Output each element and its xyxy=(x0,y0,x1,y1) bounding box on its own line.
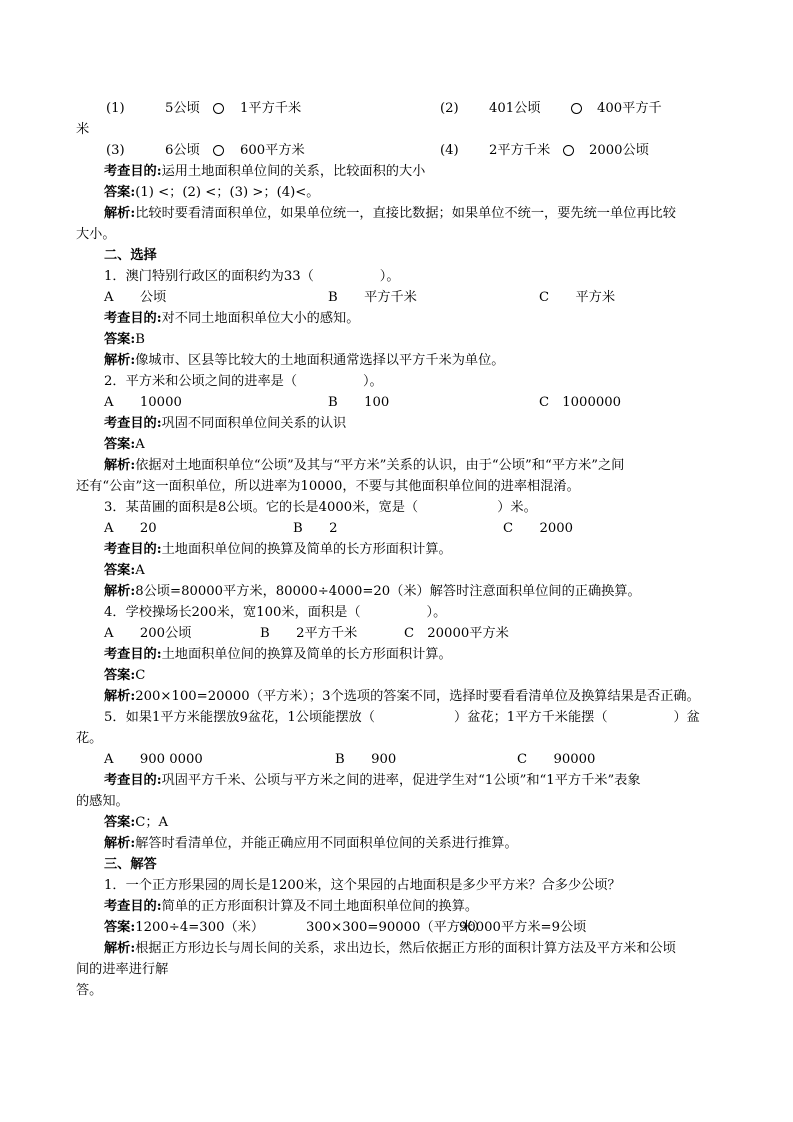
solve-q1-stem: 1．一个正方形果园的周长是1200米，这个果园的占地面积是多少平方米？合多少公顷？ xyxy=(104,878,621,893)
solve-q1-analysis-cont: 间的进率进行解 xyxy=(76,962,169,977)
choice-q2-option-c: C 1000000 xyxy=(539,395,622,410)
compare-item-4-blank-circle xyxy=(563,144,574,160)
choice-q1-stem: 1．澳门特别行政区的面积约为33（ ）。 xyxy=(104,269,400,284)
choice-q4-answer: 答案:C xyxy=(104,668,146,683)
solve-q1-purpose: 考查目的:简单的正方形面积计算及不同土地面积单位间的换算。 xyxy=(104,899,479,914)
choice-q1-option-c: C 平方米 xyxy=(539,290,616,305)
solve-q1-analysis-end: 答。 xyxy=(76,983,103,998)
compare-item-3-left: 6公顷 xyxy=(165,143,200,158)
choice-q1-answer: 答案:B xyxy=(104,332,145,347)
choice-q2-option-a: A 10000 xyxy=(104,395,182,410)
choice-q3-purpose: 考查目的:土地面积单位间的换算及简单的长方形面积计算。 xyxy=(104,542,452,557)
choice-q2-analysis: 解析:依据对土地面积单位“公顷”及其与“平方米”关系的认识，由于“公顷”和“平方米”之间 xyxy=(104,458,625,473)
choice-q4-stem: 4．学校操场长200米，宽100米，面积是（ ）。 xyxy=(104,605,447,620)
compare-item-2-left: 401公顷 xyxy=(489,101,541,116)
choice-q1-purpose: 考查目的:对不同土地面积单位大小的感知。 xyxy=(104,311,360,326)
choice-q5-option-b: B 900 xyxy=(335,752,397,767)
compare-purpose: 考查目的:运用土地面积单位间的关系，比较面积的大小 xyxy=(104,164,426,179)
choice-q3-option-a: A 20 xyxy=(104,521,157,536)
compare-item-2-wrap: 米 xyxy=(76,122,90,137)
choice-q4-analysis: 解析:200×100=20000（平方米）；3个选项的答案不同，选择时要看看清单位及换算结果是否正确。 xyxy=(104,689,700,704)
choice-q3-option-b: B 2 xyxy=(293,521,338,536)
choice-q2-answer: 答案:A xyxy=(104,437,145,452)
choice-q5-option-c: C 90000 xyxy=(517,752,596,767)
choice-q3-answer: 答案:A xyxy=(104,563,145,578)
choice-q5-option-a: A 900 0000 xyxy=(104,752,203,767)
compare-item-3-index: (3) xyxy=(106,143,125,158)
choice-q3-analysis: 解析:8公顷=80000平方米，80000÷4000=20（米）解答时注意面积单位间的正确换算。 xyxy=(104,584,641,599)
compare-item-2-index: (2) xyxy=(440,101,459,116)
choice-q5-stem-cont: 花。 xyxy=(76,731,103,746)
compare-item-3-blank-circle xyxy=(213,144,224,160)
compare-analysis: 解析:比较时要看清面积单位，如果单位统一，直接比数据；如果单位不统一，要先统一单位再比较 xyxy=(104,206,676,221)
choice-q3-option-c: C 2000 xyxy=(503,521,574,536)
choice-q2-option-b: B 100 xyxy=(328,395,390,410)
choice-q2-stem: 2．平方米和公顷之间的进率是（ ）。 xyxy=(104,374,383,389)
solve-q1-answer-step-3: 90000平方米=9公顷 xyxy=(459,920,587,935)
choice-q2-analysis-cont: 还有“公亩”这一面积单位，所以进率为10000，不要与其他面积单位间的进率相混淆。 xyxy=(76,479,580,494)
compare-item-3-right: 600平方米 xyxy=(240,143,305,158)
compare-item-4-index: (4) xyxy=(440,143,459,158)
compare-item-4-right: 2000公顷 xyxy=(589,143,649,158)
compare-item-1-left: 5公顷 xyxy=(165,101,200,116)
choice-q4-purpose: 考查目的:土地面积单位间的换算及简单的长方形面积计算。 xyxy=(104,647,452,662)
solve-q1-analysis: 解析:根据正方形边长与周长间的关系，求出边长，然后依据正方形的面积计算方法及平方米和公顷 xyxy=(104,941,676,956)
choice-q5-purpose-cont: 的感知。 xyxy=(76,794,129,809)
choice-q4-option-a: A 200公顷 xyxy=(104,626,192,641)
compare-item-1-blank-circle xyxy=(213,102,224,118)
choice-q2-purpose: 考查目的:巩固不同面积单位间关系的认识 xyxy=(104,416,347,431)
choice-q4-option-c: C 20000平方米 xyxy=(404,626,509,641)
choice-q5-purpose: 考查目的:巩固平方千米、公顷与平方米之间的进率，促进学生对“1公顷”和“1平方千米”表象 xyxy=(104,773,641,788)
compare-item-4-left: 2平方千米 xyxy=(489,143,551,158)
choice-q4-option-b: B 2平方千米 xyxy=(260,626,358,641)
compare-answer: 答案:(1) <；(2) <；(3) >；(4)<。 xyxy=(104,185,320,200)
compare-analysis-cont: 大小。 xyxy=(76,227,116,242)
compare-item-2-blank-circle xyxy=(571,102,582,118)
choice-q1-option-a: A 公顷 xyxy=(104,290,167,305)
compare-item-2-right: 400平方千 xyxy=(597,101,662,116)
choice-q5-stem: 5．如果1平方米能摆放9盆花，1公顷能摆放（ ）盆花；1平方千米能摆（ ）盆 xyxy=(104,710,700,725)
compare-item-1-index: (1) xyxy=(106,101,125,116)
solve-heading: 三、解答 xyxy=(104,857,157,872)
solve-q1-answer: 答案:1200÷4=300（米） xyxy=(104,920,265,935)
choice-q1-analysis: 解析:像城市、区县等比较大的土地面积通常选择以平方千米为单位。 xyxy=(104,353,505,368)
choice-heading: 二、选择 xyxy=(104,248,157,263)
choice-q1-option-b: B 平方千米 xyxy=(328,290,417,305)
choice-q3-stem: 3．某苗圃的面积是8公顷。它的长是4000米，宽是（ ）米。 xyxy=(104,500,537,515)
compare-item-1-right: 1平方千米 xyxy=(240,101,302,116)
solve-q1-answer-step-2: 300×300=90000（平方米） xyxy=(306,920,487,935)
choice-q5-answer: 答案:C；A xyxy=(104,815,169,830)
choice-q5-analysis: 解析:解答时看清单位，并能正确应用不同面积单位间的关系进行推算。 xyxy=(104,836,518,851)
